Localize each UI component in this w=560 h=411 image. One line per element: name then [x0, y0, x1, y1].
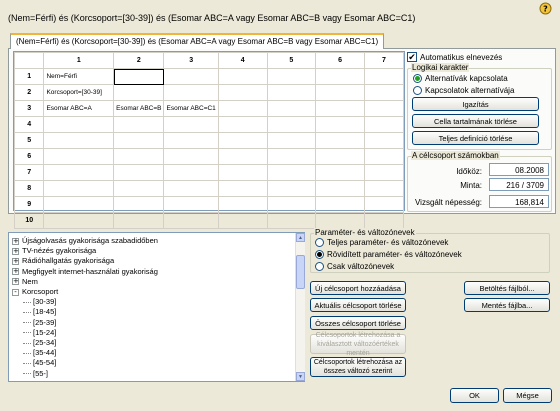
grid-cell[interactable]	[164, 213, 218, 229]
clear-definition-button[interactable]: Teljes definíció törlése	[412, 131, 539, 145]
grid-cell[interactable]	[267, 165, 316, 181]
grid-cell[interactable]	[267, 69, 316, 85]
grid-row	[15, 69, 404, 85]
tree-node[interactable]	[12, 267, 158, 277]
grid-cell[interactable]	[114, 213, 164, 229]
grid-cell[interactable]	[364, 69, 403, 85]
grid-cell[interactable]	[267, 85, 316, 101]
radio-empty-icon[interactable]	[413, 86, 422, 95]
grid-cell[interactable]: Korcsoport=[30-39]	[44, 85, 114, 101]
tree-label: [15-24]	[33, 327, 57, 337]
grid-cell[interactable]	[44, 149, 114, 165]
svg-text:?: ?	[543, 4, 548, 14]
grid-cell[interactable]	[218, 165, 267, 181]
tree-line-icon	[23, 363, 31, 364]
grid-cell[interactable]	[364, 101, 403, 117]
tree-label: Újságolvasás gyakorisága szabadidőben	[22, 236, 158, 245]
tab-target-group[interactable]: (Nem=Férfi) és (Korcsoport=[30-39]) és (Esomar ABC=A vagy Esomar ABC=B vagy Esomar ABC=C1)	[10, 33, 384, 49]
tree-scrollbar[interactable]	[295, 233, 305, 381]
delete-all-button[interactable]: Összes célcsoport törlése	[310, 316, 406, 330]
grid-cell[interactable]	[316, 181, 365, 197]
tree-node[interactable]	[12, 287, 58, 297]
grid-cell[interactable]	[364, 117, 403, 133]
grid-cell[interactable]	[114, 133, 164, 149]
grid-row-header[interactable]: 3	[15, 101, 44, 117]
expand-icon[interactable]: +	[13, 277, 19, 286]
grid-row	[15, 197, 404, 213]
radio-alternatives-relation[interactable]	[413, 74, 508, 83]
grid-cell[interactable]	[364, 197, 403, 213]
grid-cell[interactable]	[164, 149, 218, 165]
tree-label: [45-54]	[33, 358, 57, 368]
tree-leaf[interactable]	[23, 369, 48, 379]
auto-naming-checkbox[interactable]	[407, 52, 502, 62]
tree-line-icon	[23, 343, 31, 344]
tree-label: Rádióhallgatás gyakorisága	[22, 256, 115, 266]
checkbox-check-icon[interactable]: ✔	[408, 52, 416, 62]
grid-cell[interactable]	[364, 181, 403, 197]
grid-col-header[interactable]: 7	[364, 53, 403, 69]
grid-cell[interactable]	[316, 149, 365, 165]
grid-row-header[interactable]: 2	[15, 85, 44, 101]
tree-label: [18-45]	[33, 307, 57, 317]
grid-cell[interactable]	[218, 117, 267, 133]
tree-line-icon	[23, 312, 31, 313]
grid-cell[interactable]	[218, 101, 267, 117]
grid-cell[interactable]	[164, 165, 218, 181]
grid-row	[15, 213, 404, 229]
grid-cell[interactable]	[164, 117, 218, 133]
grid-row-header[interactable]: 10	[15, 213, 44, 229]
radio-selected-icon[interactable]	[315, 250, 324, 259]
grid-cell[interactable]	[364, 133, 403, 149]
clear-cell-button[interactable]: Cella tartalmának törlése	[412, 114, 539, 128]
grid-cell[interactable]	[114, 149, 164, 165]
radio-empty-icon[interactable]	[315, 238, 324, 247]
expand-icon[interactable]: +	[13, 246, 19, 255]
radio-short-names[interactable]	[315, 250, 462, 259]
grid-cell[interactable]	[218, 149, 267, 165]
ok-button[interactable]: OK	[450, 388, 499, 403]
grid-col-header[interactable]: 3	[164, 53, 218, 69]
tree-label: [30-39]	[33, 297, 57, 307]
help-icon[interactable]	[539, 2, 552, 16]
grid-cell[interactable]	[316, 165, 365, 181]
expand-icon[interactable]: +	[13, 256, 19, 265]
grid-cell[interactable]	[114, 181, 164, 197]
tree-label: TV-nézés gyakorisága	[22, 246, 97, 256]
grid-cell[interactable]	[114, 117, 164, 133]
grid-cell[interactable]	[44, 197, 114, 213]
grid-cell[interactable]	[364, 165, 403, 181]
grid-row-header[interactable]: 5	[15, 133, 44, 149]
logic-group-label: Logikai karakter	[412, 63, 469, 72]
definition-grid[interactable]	[13, 51, 405, 224]
grid-row-header[interactable]: 8	[15, 181, 44, 197]
save-file-button[interactable]: Mentés fájlba...	[464, 298, 550, 312]
grid-cell[interactable]	[44, 133, 114, 149]
grid-col-header[interactable]: 4	[218, 53, 267, 69]
expand-icon[interactable]: +	[13, 267, 19, 276]
grid-cell[interactable]	[267, 181, 316, 197]
grid-cell[interactable]	[316, 117, 365, 133]
grid-row	[15, 149, 404, 165]
grid-cell[interactable]	[267, 197, 316, 213]
grid-row	[15, 165, 404, 181]
grid-row-header[interactable]: 9	[15, 197, 44, 213]
stat-label-period: Időköz:	[456, 167, 482, 176]
radio-label: Rövidített paraméter- és változónevek	[327, 250, 462, 259]
grid-cell[interactable]	[267, 213, 316, 229]
grid-row	[15, 133, 404, 149]
tree-label: [55-]	[33, 368, 49, 378]
radio-label: Kapcsolatok alternatívája	[425, 86, 515, 95]
radio-label: Teljes paraméter- és változónevek	[327, 238, 449, 247]
scroll-thumb[interactable]	[296, 255, 305, 289]
grid-row-header[interactable]: 1	[15, 69, 44, 85]
grid-cell[interactable]	[267, 117, 316, 133]
tree-node[interactable]	[12, 236, 158, 246]
stat-value-sample: 216 / 3709	[489, 178, 549, 191]
grid-cell[interactable]: Nem=Férfi	[44, 69, 114, 85]
grid-row-header[interactable]: 6	[15, 149, 44, 165]
grid-cell[interactable]	[164, 69, 218, 85]
grid-cell[interactable]	[218, 69, 267, 85]
tree-leaf[interactable]	[23, 318, 56, 328]
grid-cell[interactable]	[316, 197, 365, 213]
grid-cell[interactable]	[218, 133, 267, 149]
tree-line-icon	[23, 353, 31, 354]
grid-cell[interactable]	[267, 149, 316, 165]
grid-row-header[interactable]: 4	[15, 117, 44, 133]
tree-label: Megfigyelt internet-használati gyakoriság	[22, 266, 158, 276]
tree-node[interactable]	[12, 256, 114, 266]
grid-cell[interactable]	[44, 117, 114, 133]
radio-selected-icon[interactable]	[413, 74, 422, 83]
grid-cell[interactable]	[364, 149, 403, 165]
window-title: (Nem=Férfi) és (Korcsoport=[30-39]) és (Esomar ABC=A vagy Esomar ABC=B vagy Esomar ABC=C1)	[8, 13, 416, 23]
grid-cell[interactable]	[218, 197, 267, 213]
grid-cell[interactable]	[218, 85, 267, 101]
grid-cell[interactable]	[218, 213, 267, 229]
variable-tree[interactable]	[8, 232, 305, 382]
tree-leaf[interactable]	[23, 297, 56, 307]
stat-label-population: Vizsgált népesség:	[414, 198, 482, 207]
radio-var-names-only[interactable]	[315, 262, 394, 271]
definition-table	[14, 52, 404, 229]
grid-cell[interactable]	[164, 197, 218, 213]
grid-row	[15, 101, 404, 117]
scroll-down-icon[interactable]: ▼	[296, 372, 305, 381]
radio-relations-alternative[interactable]	[413, 86, 514, 95]
grid-cell[interactable]	[316, 101, 365, 117]
scroll-up-icon[interactable]: ▲	[296, 233, 305, 242]
add-target-button[interactable]: Új célcsoport hozzáadása	[310, 281, 406, 295]
tree-label: [35-44]	[33, 348, 57, 358]
grid-col-header[interactable]: 6	[316, 53, 365, 69]
collapse-icon[interactable]: -	[12, 289, 19, 296]
grid-cell[interactable]	[114, 165, 164, 181]
grid-cell[interactable]: Esomar ABC=A	[44, 101, 114, 117]
tree-node[interactable]	[12, 277, 38, 287]
grid-col-header[interactable]: 5	[267, 53, 316, 69]
tree-leaf[interactable]	[23, 307, 56, 317]
tree-line-icon	[23, 373, 31, 374]
stat-label-sample: Minta:	[460, 181, 482, 190]
align-button[interactable]: Igazítás	[412, 97, 539, 111]
target-stats-label: A célcsoport számokban	[412, 151, 499, 160]
grid-cell[interactable]	[164, 133, 218, 149]
tree-line-icon	[23, 322, 31, 323]
grid-row	[15, 85, 404, 101]
grid-cell[interactable]	[218, 181, 267, 197]
grid-cell[interactable]	[114, 69, 164, 85]
grid-row-header[interactable]: 7	[15, 165, 44, 181]
grid-cell[interactable]	[267, 101, 316, 117]
grid-cell[interactable]	[44, 165, 114, 181]
radio-label: Alternatívák kapcsolata	[425, 74, 508, 83]
grid-cell[interactable]	[44, 181, 114, 197]
grid-cell[interactable]	[364, 213, 403, 229]
grid-corner	[15, 53, 44, 69]
expand-icon[interactable]: +	[13, 236, 19, 245]
radio-label: Csak változónevek	[327, 262, 395, 271]
tree-node[interactable]	[12, 246, 96, 256]
stat-value-population: 168,814	[489, 195, 549, 208]
tree-leaf[interactable]	[23, 358, 56, 368]
grid-row	[15, 117, 404, 133]
grid-cell[interactable]	[316, 69, 365, 85]
grid-col-header[interactable]: 2	[114, 53, 164, 69]
grid-cell[interactable]: Esomar ABC=C1	[164, 101, 218, 117]
grid-cell[interactable]	[267, 133, 316, 149]
radio-empty-icon[interactable]	[315, 262, 324, 271]
auto-naming-label: Automatikus elnevezés	[420, 52, 503, 62]
grid-cell[interactable]	[316, 133, 365, 149]
create-selected-button[interactable]: Célcsoportok létrehozása a kiválasztott változóértékek mentén	[310, 334, 406, 354]
tree-label: Korcsoport	[22, 287, 59, 296]
cancel-button[interactable]: Mégse	[503, 388, 552, 403]
grid-cell[interactable]	[164, 181, 218, 197]
tree-label: [25-39]	[33, 317, 57, 327]
grid-col-header[interactable]: 1	[44, 53, 114, 69]
delete-current-button[interactable]: Aktuális célcsoport törlése	[310, 298, 406, 312]
tree-leaf[interactable]	[23, 338, 56, 348]
params-group-label: Paraméter- és változónevek	[315, 228, 415, 237]
grid-cell[interactable]	[316, 213, 365, 229]
grid-row	[15, 181, 404, 197]
grid-cell[interactable]	[114, 85, 164, 101]
grid-cell[interactable]	[114, 197, 164, 213]
grid-cell[interactable]: Esomar ABC=B	[114, 101, 164, 117]
tree-label: [25-34]	[33, 338, 57, 347]
tree-line-icon	[23, 302, 31, 303]
tab-bar	[8, 31, 556, 49]
load-file-button[interactable]: Betöltés fájlból...	[464, 281, 550, 295]
tree-leaf[interactable]	[23, 348, 56, 358]
grid-cell[interactable]	[164, 85, 218, 101]
stat-value-period: 08.2008	[489, 163, 549, 176]
grid-cell[interactable]	[44, 213, 114, 229]
radio-full-names[interactable]	[315, 238, 448, 247]
tree-leaf[interactable]	[23, 328, 56, 338]
tree-line-icon	[23, 332, 31, 333]
create-all-button[interactable]: Célcsoportok létrehozása az összes változó szerint	[310, 357, 406, 377]
grid-cell[interactable]	[316, 85, 365, 101]
tree-label: Nem	[22, 276, 38, 286]
grid-cell[interactable]	[364, 85, 403, 101]
